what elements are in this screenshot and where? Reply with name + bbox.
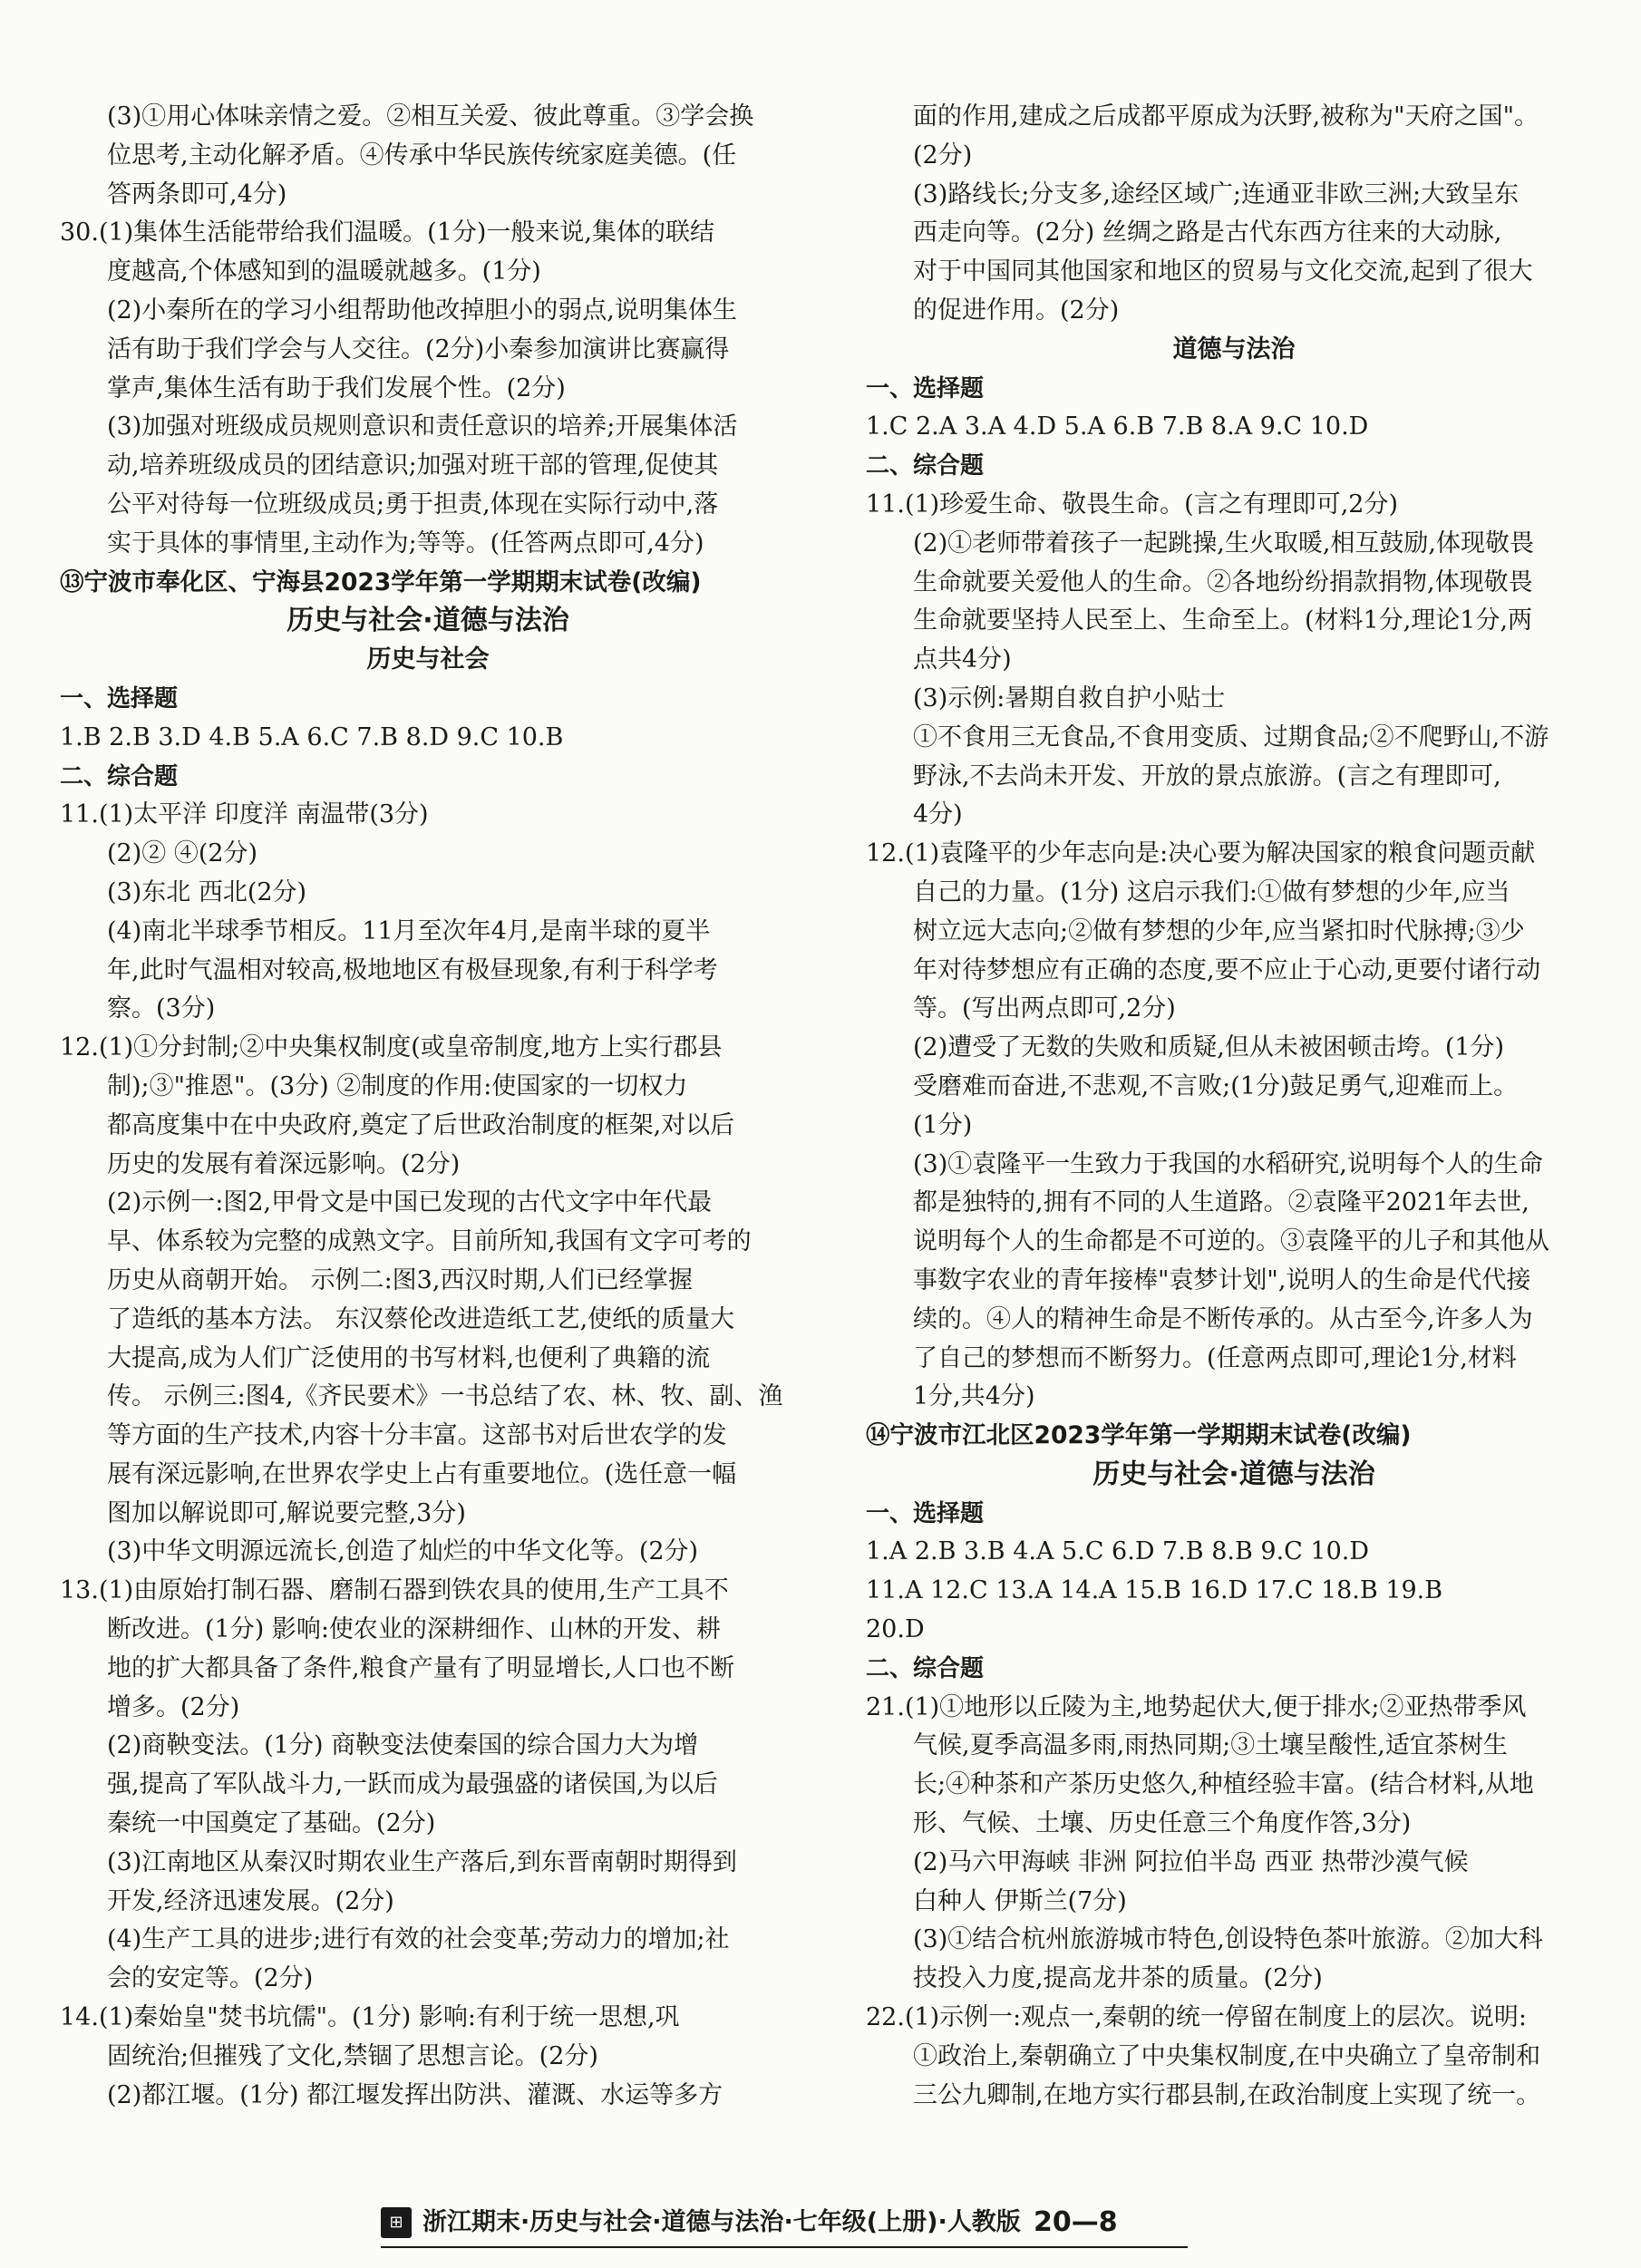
answer-text-line: 都高度集中在中央政府,奠定了后世政治制度的框架,对以后 — [107, 1110, 735, 1139]
answer-key-line: 20.D — [866, 1615, 925, 1644]
section-heading: 二、综合题 — [866, 452, 985, 480]
answer-text-line: 面的作用,建成之后成都平原成为沃野,被称为"天府之国"。 — [913, 102, 1539, 131]
answer-text-line: 等方面的生产技术,内容十分丰富。这部书对后世农学的发 — [107, 1421, 727, 1450]
answer-text-line: 地的扩大都具备了条件,粮食产量有了明显增长,人口也不断 — [107, 1653, 735, 1682]
answer-text-line: (3)加强对班级成员规则意识和责任意识的培养;开展集体活 — [107, 412, 738, 441]
answer-text-line: (3)①用心体味亲情之爱。②相互关爱、彼此尊重。③学会换 — [107, 102, 754, 131]
answer-text-line: 大提高,成为人们广泛使用的书写材料,也便利了典籍的流 — [107, 1343, 711, 1372]
answer-text-line: 4分) — [913, 800, 963, 829]
answer-text-line: 传。 示例三:图4,《齐民要术》一书总结了农、林、牧、副、渔 — [107, 1382, 783, 1411]
answer-text-line: 西走向等。(2分) 丝绸之路是古代东西方往来的大动脉, — [913, 218, 1502, 247]
left-column — [60, 98, 796, 2115]
answer-text-line: 图加以解说即可,解说要完整,3分) — [107, 1498, 466, 1527]
answer-text-line: 早、体系较为完整的成熟文字。目前所知,我国有文字可考的 — [107, 1227, 752, 1256]
answer-text-line: 11.(1)珍爱生命、敬畏生命。(言之有理即可,2分) — [866, 489, 1399, 519]
answer-text-line: 1分,共4分) — [913, 1382, 1035, 1411]
section-heading: 二、综合题 — [60, 762, 179, 790]
footer-title: 浙江期末·历史与社会·道德与法治·七年级(上册)·人教版 — [422, 2208, 1021, 2236]
answer-text-line: 长;④种茶和产茶历史悠久,种植经验丰富。(结合材料,从地 — [913, 1770, 1534, 1799]
answer-text-line: 22.(1)示例一:观点一,秦朝的统一停留在制度上的层次。说明: — [866, 2003, 1527, 2032]
answer-text-line: 说明每个人的生命都是不可逆的。③袁隆平的儿子和其他从 — [913, 1227, 1549, 1256]
subject-title: 历史与社会·道德与法治 — [1092, 1458, 1375, 1490]
answer-text-line: (2)马六甲海峡 非洲 阿拉伯半岛 西亚 热带沙漠气候 — [913, 1847, 1469, 1876]
answer-text-line: 都是独特的,拥有不同的人生道路。②袁隆平2021年去世, — [913, 1188, 1529, 1217]
answer-text-line: 了自己的梦想而不断努力。(任意两点即可,理论1分,材料 — [913, 1343, 1517, 1372]
section-heading: 一、选择题 — [866, 374, 985, 402]
answer-text-line: (2)示例一:图2,甲骨文是中国已发现的古代文字中年代最 — [107, 1188, 713, 1217]
answer-text-line: 掌声,集体生活有助于我们发展个性。(2分) — [107, 373, 566, 402]
answer-text-line: 技投入力度,提高龙井茶的质量。(2分) — [913, 1964, 1323, 1993]
answer-text-line: 三公九卿制,在地方实行郡县制,在政治制度上实现了统一。 — [913, 2080, 1541, 2109]
answer-text-line: 展有深远影响,在世界农学史上占有重要地位。(选任意一幅 — [107, 1459, 737, 1488]
footer-rule — [381, 2246, 1188, 2248]
answer-text-line: 增多。(2分) — [107, 1692, 240, 1721]
answer-text-line: (3)示例:暑期自救自护小贴士 — [913, 683, 1226, 712]
answer-text-line: 受磨难而奋进,不悲观,不言败;(1分)鼓足勇气,迎难而上。 — [913, 1071, 1519, 1100]
answer-text-line: ①不食用三无食品,不食用变质、过期食品;②不爬野山,不游 — [913, 722, 1549, 751]
subject-title: 历史与社会·道德与法治 — [286, 605, 569, 637]
answer-text-line: 12.(1)①分封制;②中央集权制度(或皇帝制度,地方上实行郡县 — [60, 1033, 723, 1062]
answer-text-line: 秦统一中国奠定了基础。(2分) — [107, 1809, 436, 1838]
answer-text-line: 事数字农业的青年接棒"袁梦计划",说明人的生命是代代接 — [913, 1265, 1531, 1294]
answer-text-line: 历史从商朝开始。 示例二:图3,西汉时期,人们已经掌握 — [107, 1265, 694, 1294]
answer-text-line: 制);③"推恩"。(3分) ②制度的作用:使国家的一切权力 — [107, 1071, 688, 1100]
book-logo-icon: ⊞ — [381, 2207, 412, 2238]
answer-text-line: (3)①结合杭州旅游城市特色,创设特色茶叶旅游。②加大科 — [913, 1925, 1543, 1954]
answer-text-line: 生命就要关爱他人的生命。②各地纷纷捐款捐物,体现敬畏 — [913, 567, 1533, 596]
answer-text-line: 12.(1)袁隆平的少年志向是:决心要为解决国家的粮食问题贡献 — [866, 839, 1536, 868]
answer-text-line: (2)都江堰。(1分) 都江堰发挥出防洪、灌溉、水运等多方 — [107, 2080, 723, 2109]
answer-key-line: 1.A 2.B 3.B 4.A 5.C 6.D 7.B 8.B 9.C 10.D — [866, 1537, 1370, 1566]
answer-text-line: 气候,夏季高温多雨,雨热同期;③土壤呈酸性,适宜茶树生 — [913, 1731, 1508, 1760]
answer-text-line: 树立远大志向;②做有梦想的少年,应当紧扣时代脉搏;③少 — [913, 916, 1525, 945]
answer-text-line: 活有助于我们学会与人交往。(2分)小秦参加演讲比赛赢得 — [107, 334, 730, 363]
answer-text-line: 点共4分) — [913, 645, 1012, 674]
exam-title: ⑭宁波市江北区2023学年第一学期期末试卷(改编) — [866, 1421, 1412, 1450]
answer-text-line: 对于中国同其他国家和地区的贸易与文化交流,起到了很大 — [913, 257, 1533, 286]
answer-text-line: 年,此时气温相对较高,极地地区有极昼现象,有利于科学考 — [107, 955, 718, 984]
page-number: 20—8 — [1034, 2206, 1118, 2238]
subject-subtitle: 历史与社会 — [366, 645, 490, 674]
answer-key-line: 1.B 2.B 3.D 4.B 5.A 6.C 7.B 8.D 9.C 10.B — [60, 722, 564, 751]
answer-text-line: 13.(1)由原始打制石器、磨制石器到铁农具的使用,生产工具不 — [60, 1576, 729, 1605]
answer-text-line: 固统治;但摧残了文化,禁锢了思想言论。(2分) — [107, 2041, 598, 2070]
answer-text-line: 白种人 伊斯兰(7分) — [913, 1886, 1127, 1915]
answer-text-line: 会的安定等。(2分) — [107, 1964, 314, 1993]
answer-text-line: 历史的发展有着深远影响。(2分) — [107, 1149, 461, 1178]
answer-text-line: (2分) — [913, 141, 973, 170]
answer-text-line: (3)①袁隆平一生致力于我国的水稻研究,说明每个人的生命 — [913, 1149, 1543, 1178]
answer-text-line: 位思考,主动化解矛盾。④传承中华民族传统家庭美德。(任 — [107, 141, 737, 170]
right-column — [866, 98, 1602, 2115]
section-heading: 二、综合题 — [866, 1654, 985, 1682]
answer-text-line: 续的。④人的精神生命是不断传承的。从古至今,许多人为 — [913, 1304, 1533, 1333]
answer-text-line: (3)东北 西北(2分) — [107, 877, 307, 906]
answer-key-line: 1.C 2.A 3.A 4.D 5.A 6.B 7.B 8.A 9.C 10.D — [866, 412, 1369, 441]
answer-key-line: 11.A 12.C 13.A 14.A 15.B 16.D 17.C 18.B 19.B — [866, 1576, 1443, 1605]
answer-text-line: 11.(1)太平洋 印度洋 南温带(3分) — [60, 800, 429, 829]
answer-text-line: ①政治上,秦朝确立了中央集权制度,在中央确立了皇帝制和 — [913, 2041, 1541, 2070]
answer-text-line: 自己的力量。(1分) 这启示我们:①做有梦想的少年,应当 — [913, 877, 1510, 906]
answer-text-line: (2)② ④(2分) — [107, 839, 258, 868]
answer-text-line: 公平对待每一位班级成员;勇于担责,体现在实际行动中,落 — [107, 489, 719, 519]
answer-text-line: (2)小秦所在的学习小组帮助他改掉胆小的弱点,说明集体生 — [107, 296, 737, 325]
answer-text-line: 生命就要坚持人民至上、生命至上。(材料1分,理论1分,两 — [913, 606, 1533, 635]
answer-text-line: 的促进作用。(2分) — [913, 296, 1120, 325]
answer-text-line: (1分) — [913, 1110, 973, 1139]
answer-text-line: 野泳,不去尚未开发、开放的景点旅游。(言之有理即可, — [913, 761, 1501, 790]
answer-text-line: 强,提高了军队战斗力,一跃而成为最强盛的诸侯国,为以后 — [107, 1770, 718, 1799]
answer-text-line: 动,培养班级成员的团结意识;加强对班干部的管理,促使其 — [107, 451, 719, 480]
answer-text-line: 形、气候、土壤、历史任意三个角度作答,3分) — [913, 1809, 1412, 1838]
exam-title: ⑬宁波市奉化区、宁海县2023学年第一学期期末试卷(改编) — [60, 567, 702, 596]
section-heading: 一、选择题 — [866, 1499, 985, 1527]
answer-text-line: (3)中华文明源远流长,创造了灿烂的中华文化等。(2分) — [107, 1537, 699, 1566]
page-footer — [381, 2205, 1296, 2248]
answer-text-line: 断改进。(1分) 影响:使农业的深耕细作、山林的开发、耕 — [107, 1615, 721, 1644]
answer-text-line: 年对待梦想应有正确的态度,要不应止于心动,更要付诸行动 — [913, 955, 1541, 984]
answer-text-line: 开发,经济迅速发展。(2分) — [107, 1886, 394, 1915]
answer-text-line: (2)商鞅变法。(1分) 商鞅变法使秦国的综合国力大为增 — [107, 1731, 699, 1760]
answer-text-line: (4)南北半球季节相反。11月至次年4月,是南半球的夏半 — [107, 916, 711, 945]
answer-text-line: 了造纸的基本方法。 东汉蔡伦改进造纸工艺,使纸的质量大 — [107, 1304, 735, 1333]
answer-text-line: 察。(3分) — [107, 994, 216, 1023]
answer-text-line: 等。(写出两点即可,2分) — [913, 994, 1176, 1023]
answer-text-line: (4)生产工具的进步;进行有效的社会变革;劳动力的增加;社 — [107, 1925, 730, 1954]
answer-text-line: (3)路线长;分支多,途经区域广;连通亚非欧三洲;大致呈东 — [913, 179, 1520, 208]
answer-text-line: 30.(1)集体生活能带给我们温暖。(1分)一般来说,集体的联结 — [60, 218, 715, 247]
answer-text-line: 度越高,个体感知到的温暖就越多。(1分) — [107, 257, 541, 286]
section-heading: 一、选择题 — [60, 684, 179, 712]
answer-text-line: (3)江南地区从秦汉时期农业生产落后,到东晋南朝时期得到 — [107, 1847, 737, 1876]
answer-text-line: 答两条即可,4分) — [107, 179, 287, 208]
answer-text-line: 实于具体的事情里,主动作为;等等。(任答两点即可,4分) — [107, 528, 704, 557]
answer-text-line: (2)①老师带着孩子一起跳操,生火取暖,相互鼓励,体现敬畏 — [913, 528, 1534, 557]
answer-text-line: 14.(1)秦始皇"焚书坑儒"。(1分) 影响:有利于统一思想,巩 — [60, 2003, 680, 2032]
subject-subtitle: 道德与法治 — [1172, 334, 1296, 363]
answer-text-line: 21.(1)①地形以丘陵为主,地势起伏大,便于排水;②亚热带季风 — [866, 1692, 1527, 1721]
answer-text-line: (2)遭受了无数的失败和质疑,但从未被困顿击垮。(1分) — [913, 1033, 1505, 1062]
